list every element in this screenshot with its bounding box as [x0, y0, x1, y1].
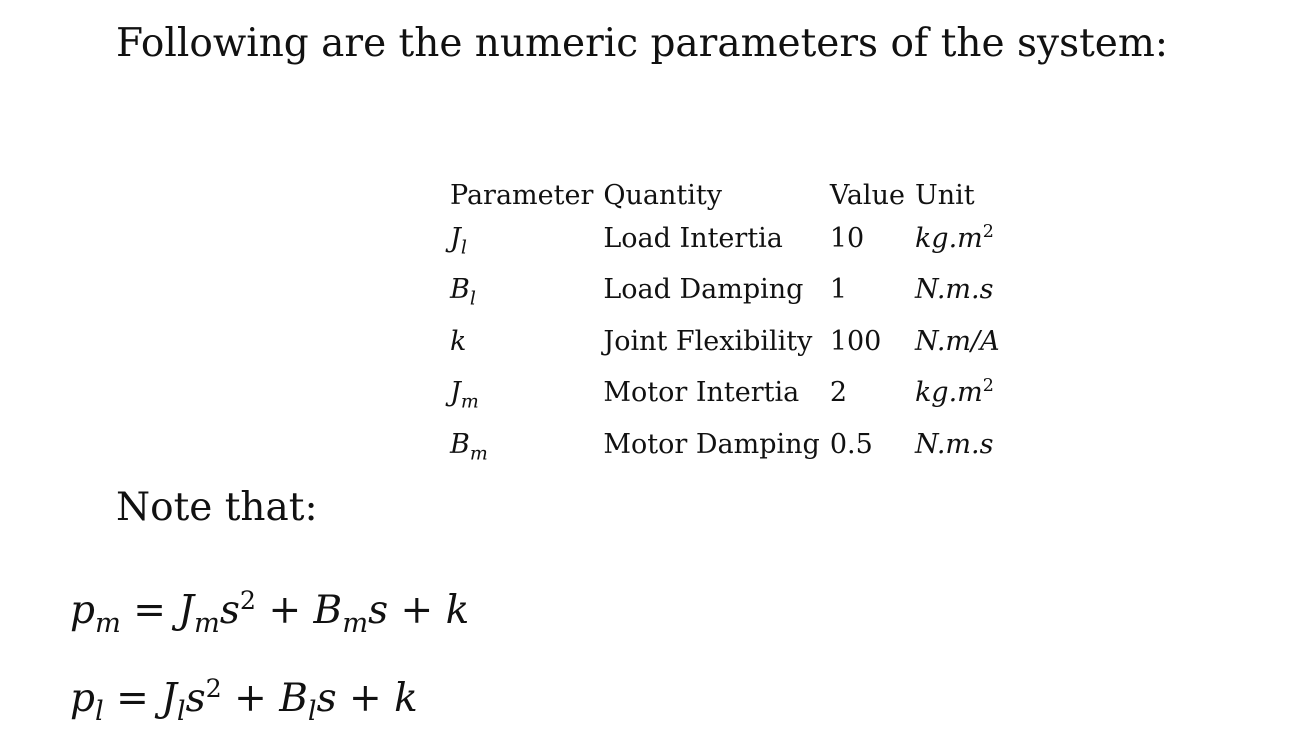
parameters-table — [446, 178, 1006, 471]
parameter-symbol: $B_l$ — [450, 274, 476, 310]
equation-pm — [70, 576, 469, 648]
plus-sign: + — [349, 676, 382, 721]
quantity-cell: Load Damping — [603, 274, 804, 306]
note-text: Note that: — [116, 485, 318, 530]
pm-term3: k — [445, 588, 470, 633]
table-row — [446, 368, 1006, 419]
table-header-row — [446, 178, 1006, 214]
header-unit: Unit — [914, 180, 975, 211]
pl-term1: $J_ls^2$ — [161, 673, 222, 727]
quantity-cell: Motor Damping — [603, 428, 820, 460]
unit-cell: $kg.m^2$ — [914, 222, 994, 254]
quantity-cell: Load Intertia — [603, 223, 783, 254]
quantity-cell: Joint Flexibility — [603, 325, 813, 357]
table-row — [446, 214, 1006, 265]
pm-term1: $J_ms^2$ — [178, 585, 257, 639]
value-cell: 10 — [829, 223, 865, 254]
value-cell: 2 — [829, 377, 847, 409]
unit-cell: $kg.m^2$ — [914, 376, 994, 409]
plus-sign: + — [400, 588, 434, 633]
table-row — [446, 420, 1006, 471]
unit-cell: N.m.s — [914, 428, 994, 460]
unit-cell: N.m.s — [914, 274, 994, 306]
header-quantity: Quantity — [603, 180, 722, 211]
parameter-symbol: $J_m$ — [450, 377, 479, 413]
table-row — [446, 265, 1006, 316]
header-parameter: Parameter — [450, 180, 594, 211]
table-row — [446, 317, 1006, 368]
intro-text: Following are the numeric parameters of the system: — [116, 21, 1168, 66]
equation-pl — [70, 664, 418, 736]
quantity-cell: Motor Intertia — [603, 377, 800, 409]
value-cell: 100 — [829, 325, 882, 357]
header-value: Value — [829, 180, 905, 211]
value-cell: 0.5 — [829, 428, 873, 460]
parameter-symbol: $B_m$ — [450, 428, 488, 464]
parameter-symbol: $J_l$ — [450, 223, 467, 259]
plus-sign: + — [268, 588, 302, 633]
pm-term2: $B_ms$ — [313, 588, 389, 639]
pl-term3: k — [394, 676, 418, 721]
pm-lhs: $p_m$ — [70, 588, 121, 639]
equals-sign: = — [133, 588, 166, 633]
pl-lhs: $p_l$ — [70, 676, 104, 727]
equals-sign: = — [116, 676, 149, 721]
parameter-symbol: k — [450, 325, 467, 357]
plus-sign: + — [234, 676, 267, 721]
unit-cell: N.m/A — [914, 325, 1000, 357]
pl-term2: $B_ls$ — [279, 676, 337, 727]
value-cell: 1 — [829, 274, 847, 306]
